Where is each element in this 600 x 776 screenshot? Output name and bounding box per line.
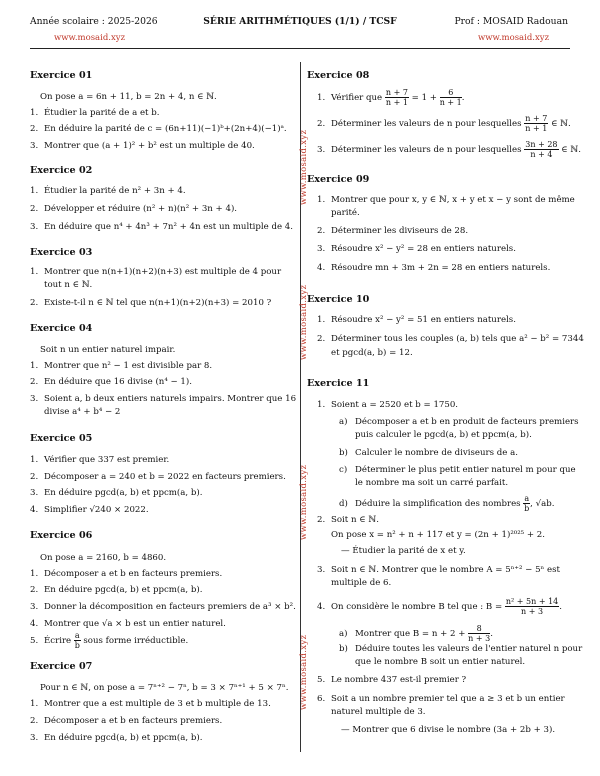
question-cont: On pose x = n² + n + 117 et y = (2n + 1)²⁰²⁵ + 2. [331,530,545,540]
sub-question: a) Décomposer a et b en produit de facteurs premiers [339,417,579,427]
question: 4. Simplifier √240 × 2022. [30,505,149,515]
watermark: www.mosaid.xyz [299,464,309,540]
watermark: www.mosaid.xyz [299,634,309,710]
question: 2. Soit n ∈ ℕ. [317,515,379,525]
question: 3. En déduire pgcd(a, b) et ppcm(a, b). [30,488,203,498]
exercise-title: Exercice 11 [307,378,370,389]
question: 3. Soient a, b deux entiers naturels impairs. Montrer que 16 [30,394,297,404]
exercise-title: Exercice 10 [307,294,370,305]
question: 1. Montrer que n² − 1 est divisible par 8. [30,361,213,371]
watermark: www.mosaid.xyz [299,284,309,360]
question: 1. Résoudre x² − y² = 51 en entiers naturels. [317,315,516,325]
question: 1. Décomposer a et b en facteurs premiers. [30,569,223,579]
question: 2. Déterminer les valeurs de n pour lesquelles $\frac{n + 7}{n + 1}$ ∈ ℕ. [317,114,571,133]
question: 1. Vérifier que $\frac{n + 7}{n + 1}$ = 1 + $\frac{6}{n + 1}$ . [317,88,465,107]
exercise-title: Exercice 09 [307,174,370,185]
fraction: $\frac{a}{b}$ [74,631,80,650]
sub-question: a) Montrer que B = n + 2 + $\frac{8}{n + 3}$ . [339,624,493,643]
sub-question-cont: le nombre ma soit un carré parfait. [355,478,509,488]
question-cont: parité. [331,208,360,218]
question: 1. Étudier la parité de a et b. [30,108,160,118]
sub-question-cont: que le nombre B soit un entier naturel. [355,657,526,667]
question: 3. Soit n ∈ ℕ. Montrer que le nombre A = 5ⁿ⁺² − 5ⁿ est [317,565,560,575]
question: 2. En déduire que 16 divise (n⁴ − 1). [30,377,192,387]
question: 1. Vérifier que 337 est premier. [30,455,170,465]
question: 2. En déduire pgcd(a, b) et ppcm(a, b). [30,585,203,595]
site-link-left[interactable]: www.mosaid.xyz [54,33,126,43]
question: 4. On considère le nombre B tel que : B = $\frac{\text{n² + 5n + 14}}{n + 3}$ . [317,597,562,616]
question: 3. Montrer que (a + 1)² + b² est un multiple de 40. [30,141,255,151]
question: 3. En déduire pgcd(a, b) et ppcm(a, b). [30,733,203,743]
exercise-intro: On pose a = 2160, b = 4860. [40,553,167,563]
exercise-title: Exercice 06 [30,530,93,541]
exercise-title: Exercice 08 [307,70,370,81]
question-cont: tout n ∈ ℕ. [44,280,93,290]
header-rule [30,48,570,49]
question: 5. Écrire $\frac{a}{b}$ sous forme irréductible. [30,631,189,650]
question-cont: multiple de 6. [331,578,392,588]
exercise-title: Exercice 03 [30,247,93,258]
question: 3. Résoudre x² − y² = 28 en entiers naturels. [317,244,516,254]
question-cont: naturel multiple de 3. [331,707,426,717]
question: 2. Déterminer les diviseurs de 28. [317,226,469,236]
exercise-title: Exercice 01 [30,70,93,81]
exercise-title: Exercice 05 [30,433,93,444]
exercise-intro: Soit n un entier naturel impair. [40,345,176,355]
site-link-right[interactable]: www.mosaid.xyz [478,33,550,43]
question: 4. Montrer que √a × b est un entier naturel. [30,619,226,629]
watermark: www.mosaid.xyz [299,129,309,205]
question: 1. Montrer que a est multiple de 3 et b multiple de 13. [30,699,271,709]
question: 3. Donner la décomposition en facteurs premiers de a³ × b². [30,602,296,612]
exercise-title: Exercice 02 [30,165,93,176]
question: 2. Décomposer a = 240 et b = 2022 en facteurs premiers. [30,472,286,482]
school-year: Année scolaire : 2025-2026 [30,16,158,27]
question: 3. Déterminer les valeurs de n pour lesquelles $\frac{3n + 28}{n + 4}$ ∈ ℕ. [317,140,581,159]
question: 4. Résoudre mn + 3m + 2n = 28 en entiers naturels. [317,263,551,273]
question-cont: — Montrer que 6 divise le nombre (3a + 2b + 3). [341,725,556,735]
question: 2. Déterminer tous les couples (a, b) tels que a² − b² = 7344 [317,334,584,344]
exercise-title: Exercice 04 [30,323,93,334]
question: 1. Soient a = 2520 et b = 1750. [317,400,459,410]
question: 1. Montrer que pour x, y ∈ ℕ, x + y et x − y sont de même [317,195,575,205]
exercise-intro: Pour n ∈ ℕ, on pose a = 7ⁿ⁺² − 7ⁿ, b = 3 × 7ⁿ⁺¹ + 5 × 7ⁿ. [40,683,289,693]
sub-question: b) Déduire toutes les valeurs de l'entier naturel n pour [339,644,583,654]
sub-question: c) Déterminer le plus petit entier naturel m pour que [339,465,576,475]
question: 1. Montrer que n(n+1)(n+2)(n+3) est multiple de 4 pour [30,267,282,277]
question-cont: et pgcd(a, b) = 12. [331,348,413,358]
sub-question-cont: puis calculer le pgcd(a, b) et ppcm(a, b). [355,430,532,440]
sub-question: b) Calculer le nombre de diviseurs de a. [339,448,518,458]
page-title: SÉRIE ARITHMÉTIQUES (1/1) / TCSF [203,16,397,27]
exercise-title: Exercice 07 [30,661,93,672]
question: 2. Décomposer a et b en facteurs premiers. [30,716,223,726]
question: 5. Le nombre 437 est-il premier ? [317,675,467,685]
exercise-intro: On pose a = 6n + 11, b = 2n + 4, n ∈ ℕ. [40,92,217,102]
question: 6. Soit a un nombre premier tel que a ≥ 3 et b un entier [317,694,565,704]
teacher-name: Prof : MOSAID Radouan [454,16,568,27]
question: 1. Étudier la parité de n² + 3n + 4. [30,186,186,196]
question: 2. Développer et réduire (n² + n)(n² + 3n + 4). [30,204,238,214]
question: 2. En déduire la parité de c = (6n+11)(−1)ᵇ+(2n+4)(−1)ᵃ. [30,124,287,134]
sub-question: d) Déduire la simplification des nombres $\frac{a}{b}$ , √ab. [339,494,555,513]
question-cont: divise a⁴ + b⁴ − 2 [44,407,121,417]
question-cont: — Étudier la parité de x et y. [341,546,466,556]
question: 3. En déduire que n⁴ + 4n³ + 7n² + 4n est un multiple de 4. [30,222,293,232]
page-header [0,16,600,30]
question: 2. Existe-t-il n ∈ ℕ tel que n(n+1)(n+2)(n+3) = 2010 ? [30,298,272,308]
